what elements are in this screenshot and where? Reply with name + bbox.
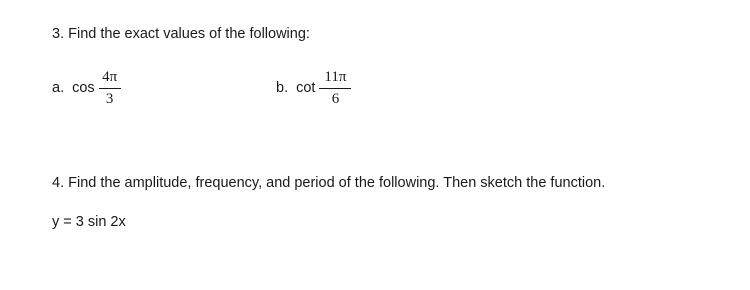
part-a-fraction	[99, 70, 121, 107]
question-3-part-a	[52, 60, 121, 116]
part-b-fraction	[319, 70, 351, 107]
part-a-denominator: 3	[105, 90, 114, 107]
part-a-numerator: 4π	[102, 68, 118, 85]
part-b-denominator: 6	[331, 90, 340, 107]
question-4-function: y = 3 sin 2x	[52, 214, 126, 230]
part-b-numerator: 11π	[324, 68, 347, 85]
part-b-label: b.	[276, 80, 289, 96]
question-4-heading: 4. Find the amplitude, frequency, and period of the following. Then sketch the function.	[52, 175, 606, 191]
question-3-heading: 3. Find the exact values of the following:	[52, 26, 310, 42]
part-b-function: cot	[296, 80, 316, 96]
part-a-function: cos	[72, 80, 95, 96]
question-3-part-b	[276, 60, 351, 116]
part-a-label: a.	[52, 80, 65, 96]
